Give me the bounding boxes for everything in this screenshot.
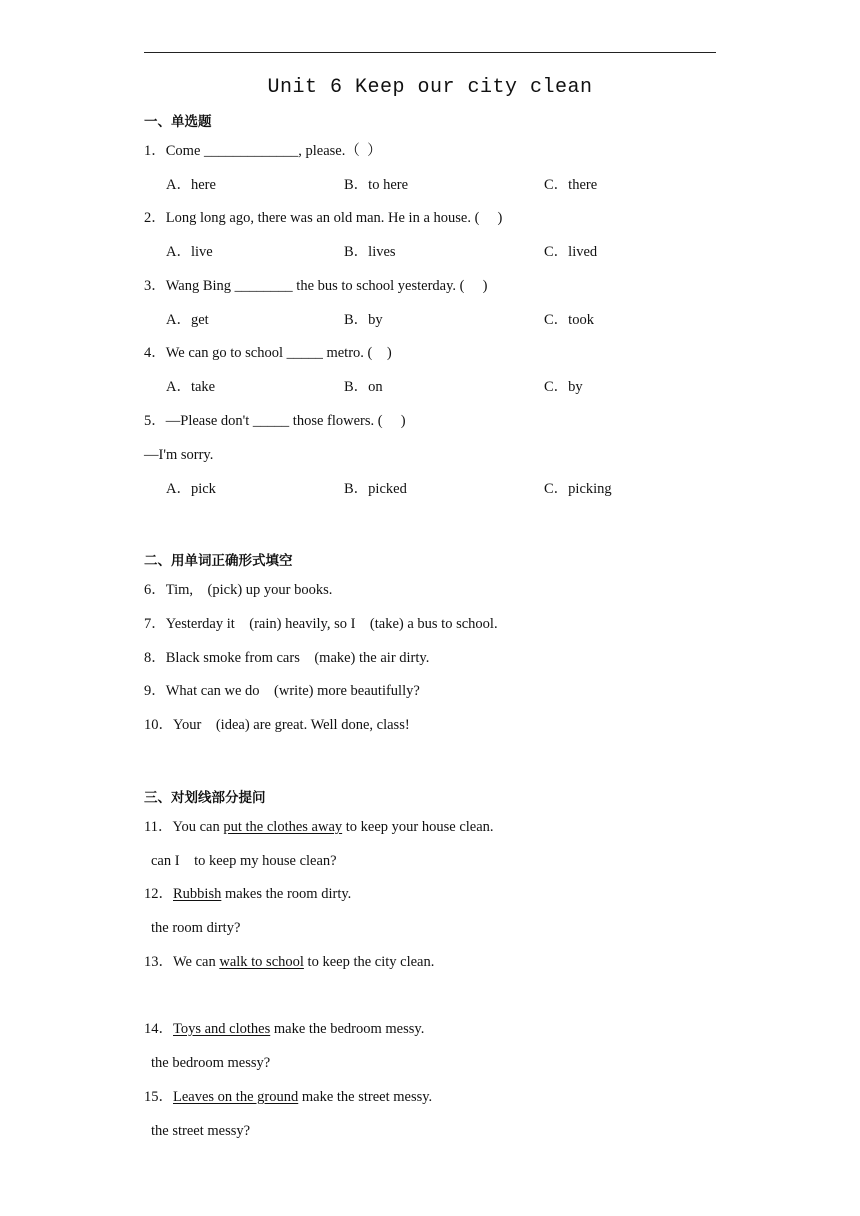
q15-answer-line: the street messy?: [151, 1123, 251, 1139]
question-8: 8．Black smoke from cars (make) the air dirty.: [144, 650, 430, 666]
question-7: 7．Yesterday it (rain) heavily, so I (take) a bus to school.: [144, 616, 498, 632]
question-1-stem: 1．Come _____________, please.（ ）: [144, 143, 382, 159]
q2-option-c: C．lived: [544, 244, 598, 260]
question-13: [144, 953, 434, 971]
q3-option-c: C．took: [544, 312, 594, 328]
q14-suffix: make the bedroom messy.: [270, 1021, 425, 1037]
section-3-heading: 三、对划线部分提问: [144, 790, 266, 806]
q13-underlined: walk to school: [219, 954, 304, 970]
q12-underlined: Rubbish: [173, 886, 222, 902]
question-14: [144, 1020, 424, 1038]
q1-option-b: B．to here: [344, 177, 409, 193]
q14-answer-line: the bedroom messy?: [151, 1055, 271, 1071]
q1-option-a: A．here: [166, 177, 216, 193]
question-15: [144, 1088, 432, 1106]
header-rule: [144, 52, 716, 53]
q12-prefix: 12．: [144, 886, 173, 902]
question-6: 6．Tim, (pick) up your books.: [144, 582, 333, 598]
page-title: Unit 6 Keep our city clean: [267, 76, 593, 99]
q14-prefix: 14．: [144, 1021, 173, 1037]
q13-prefix: 13．We can: [144, 954, 220, 970]
q11-suffix: to keep your house clean.: [342, 819, 494, 835]
q15-suffix: make the street messy.: [298, 1089, 433, 1105]
q4-option-a: A．take: [166, 379, 216, 395]
question-3-stem: 3．Wang Bing ________ the bus to school yesterday. ( ): [144, 278, 488, 294]
section-1-heading: 一、单选题: [144, 114, 212, 130]
q15-underlined: Leaves on the ground: [173, 1089, 299, 1105]
q3-option-b: B．by: [344, 312, 383, 328]
question-2-stem: 2．Long long ago, there was an old man. He in a house. ( ): [144, 210, 503, 226]
q5-option-b: B．picked: [344, 481, 407, 497]
q11-answer-line: can I to keep my house clean?: [151, 853, 337, 869]
q12-suffix: makes the room dirty.: [221, 886, 352, 902]
q2-option-b: B．lives: [344, 244, 396, 260]
q13-suffix: to keep the city clean.: [303, 954, 435, 970]
q11-prefix: 11．You can: [144, 819, 224, 835]
question-11: [144, 818, 494, 836]
q11-underlined: put the clothes away: [223, 819, 343, 835]
question-5-reply: —I'm sorry.: [144, 447, 214, 463]
section-2-heading: 二、用单词正确形式填空: [144, 553, 293, 569]
q1-option-c: C．there: [544, 177, 598, 193]
question-10: 10．Your (idea) are great. Well done, class!: [144, 717, 410, 733]
q3-option-a: A．get: [166, 312, 209, 328]
q4-option-b: B．on: [344, 379, 383, 395]
q2-option-a: A．live: [166, 244, 213, 260]
q4-option-c: C．by: [544, 379, 583, 395]
question-4-stem: 4．We can go to school _____ metro. ( ): [144, 345, 392, 361]
q15-prefix: 15．: [144, 1089, 173, 1105]
q5-option-c: C．picking: [544, 481, 612, 497]
q14-underlined: Toys and clothes: [173, 1021, 271, 1037]
q5-option-a: A．pick: [166, 481, 216, 497]
question-9: 9．What can we do (write) more beautifully?: [144, 683, 420, 699]
question-5-stem: 5．—Please don't _____ those flowers. ( ): [144, 413, 406, 429]
q12-answer-line: the room dirty?: [151, 920, 241, 936]
question-12: [144, 885, 351, 903]
